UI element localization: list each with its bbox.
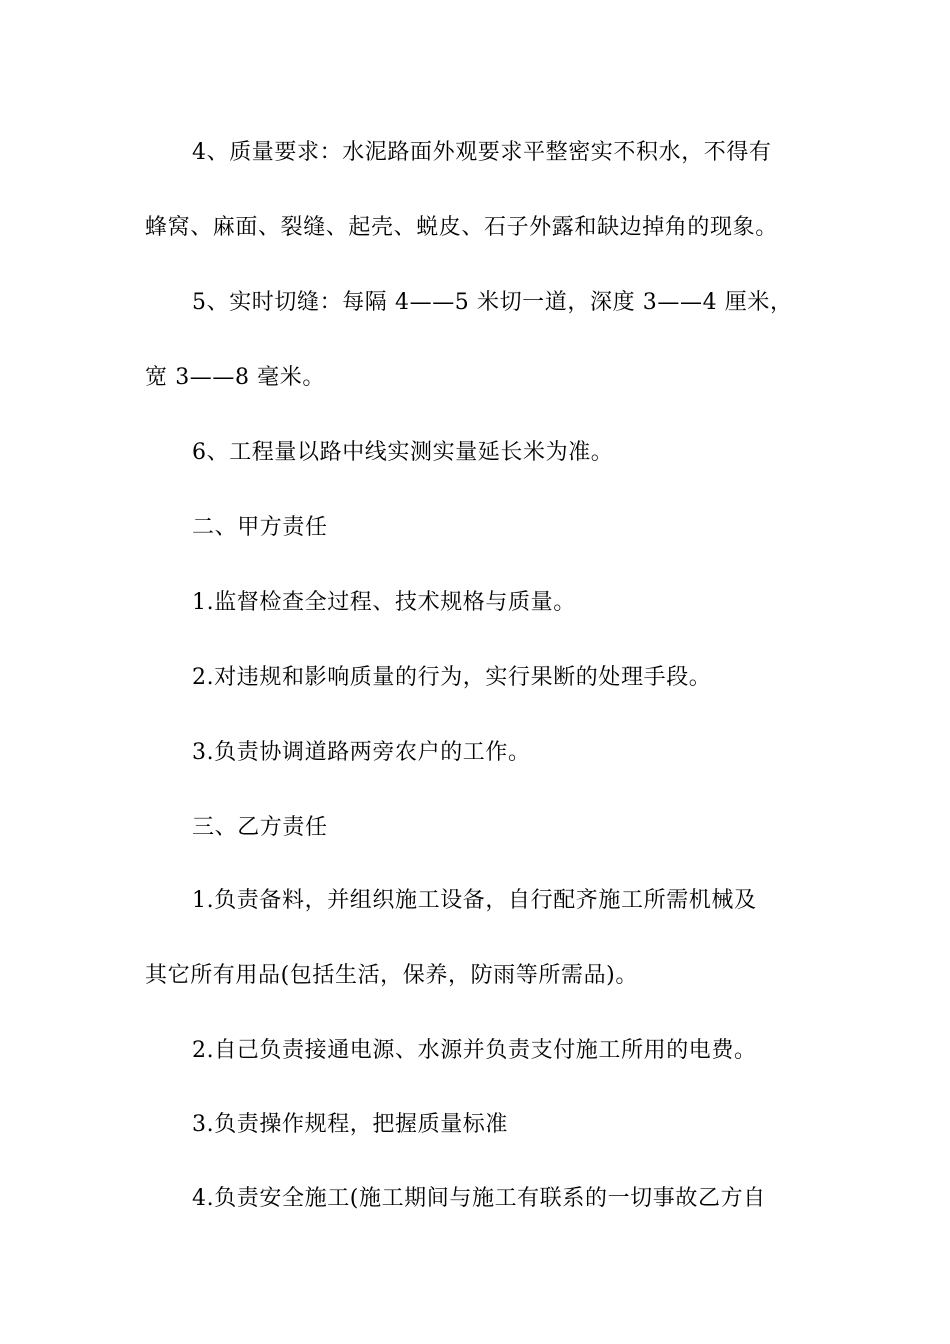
paragraph-6: 6、工程量以路中线实测实量延长米为准。 (192, 440, 614, 465)
paragraph-5-line-2: 宽 3——8 毫米。 (145, 365, 325, 390)
section-3-item-4-line-1: 4.负责安全施工(施工期间与施工有联系的一切事故乙方自 (192, 1186, 766, 1211)
paragraph-4-line-1: 4、质量要求：水泥路面外观要求平整密实不积水，不得有 (192, 140, 772, 165)
section-3-item-1-line-1: 1.负责备料，并组织施工设备，自行配齐施工所需机械及 (192, 888, 757, 913)
section-2-item-2: 2.对违规和影响质量的行为，实行果断的处理手段。 (192, 665, 712, 690)
section-3-item-1-line-2: 其它所有用品(包括生活，保养，防雨等所需品)。 (145, 963, 638, 988)
section-2-item-1: 1.监督检查全过程、技术规格与质量。 (192, 590, 576, 615)
section-3-item-2: 2.自己负责接通电源、水源并负责支付施工所用的电费。 (192, 1038, 757, 1063)
section-3-title: 三、乙方责任 (192, 815, 328, 840)
section-3-item-3: 3.负责操作规程，把握质量标准 (192, 1112, 508, 1137)
paragraph-5-line-1: 5、实时切缝：每隔 4——5 米切一道，深度 3——4 厘米， (192, 290, 793, 315)
section-2-title: 二、甲方责任 (192, 515, 328, 540)
section-2-item-3: 3.负责协调道路两旁农户的工作。 (192, 740, 531, 765)
paragraph-4-line-2: 蜂窝、麻面、裂缝、起壳、蜕皮、石子外露和缺边掉角的现象。 (145, 215, 778, 240)
